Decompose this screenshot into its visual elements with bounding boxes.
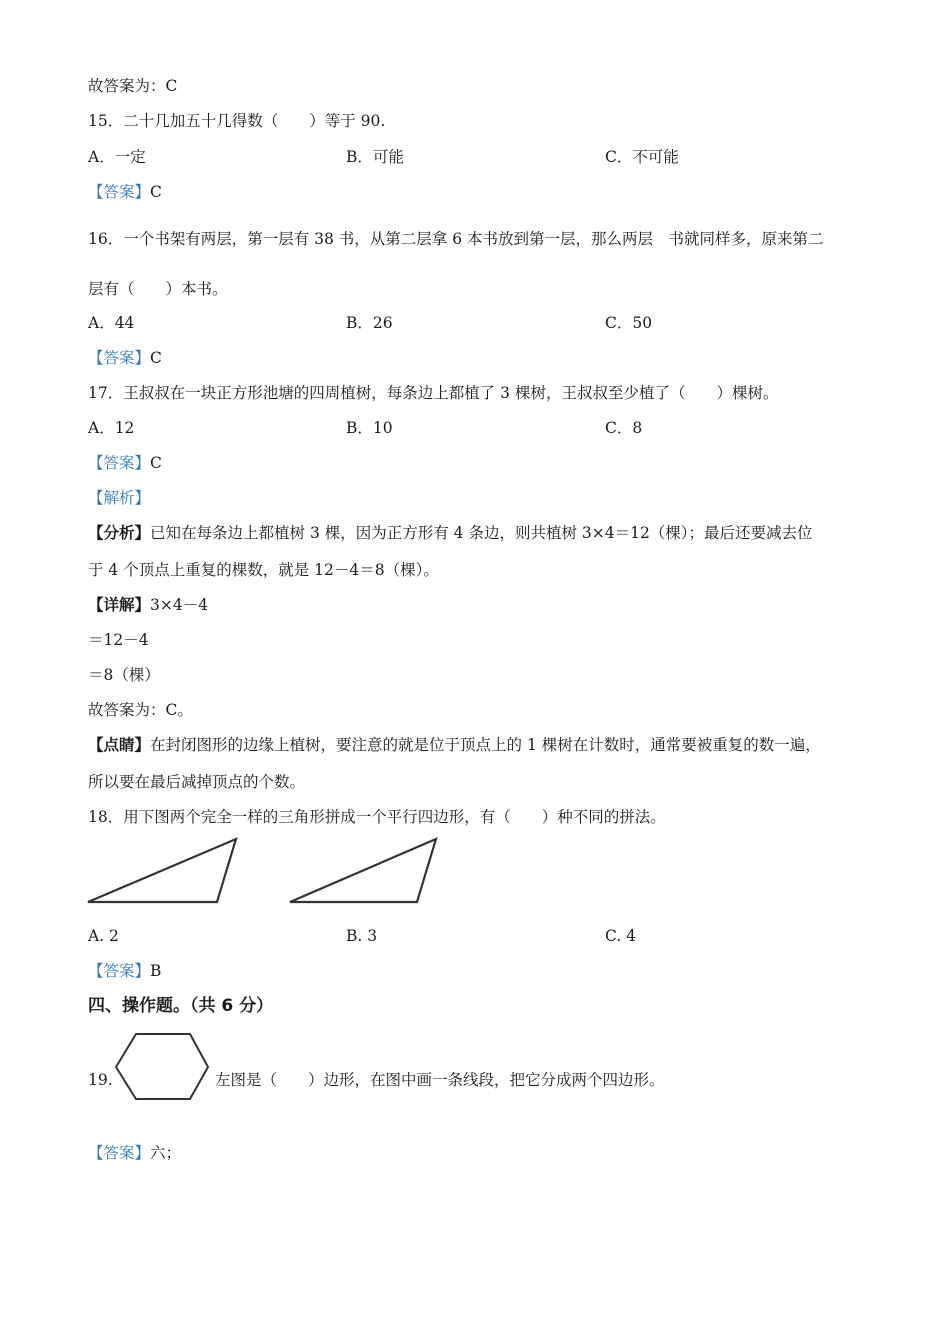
- q16-stem-line2: 层有（ ）本书。: [88, 280, 228, 298]
- fenxi-text: 已知在每条边上都植树 3 棵，因为正方形有 4 条边，则共植树 3×4＝12（棵）；最后还要减去位: [150, 524, 813, 542]
- q19-answer: [88, 1143, 181, 1163]
- q19-stem: 左图是（ ）边形，在图中画一条线段，把它分成两个四边形。: [215, 1071, 665, 1089]
- q17-fenxi: [88, 523, 813, 543]
- q18-option-b: B. 3: [346, 927, 378, 945]
- q18-answer: [88, 961, 161, 981]
- xiangjie-text: 3×4－4: [150, 596, 209, 614]
- dianjing-text: 在封闭图形的边缘上植树，要注意的就是位于顶点上的 1 棵树在计数时，通常要被重复的数一遍，: [150, 736, 821, 754]
- q17-dianjing-line2: 所以要在最后减掉顶点的个数。: [88, 773, 306, 791]
- q17-option-b: B．10: [346, 419, 393, 437]
- q17-option-c: C．8: [605, 419, 643, 437]
- q15-option-a: A．一定: [88, 148, 146, 166]
- q18-option-a: A. 2: [88, 927, 119, 945]
- q17-conclusion: 故答案为：C。: [88, 701, 193, 719]
- q17-xiangjie: [88, 595, 208, 615]
- q17-fenxi-line2: 于 4 个顶点上重复的棵数，就是 12－4＝8（棵）。: [88, 561, 439, 579]
- answer-value: 六；: [150, 1144, 182, 1162]
- q17-xiangjie-line3: ＝8（棵）: [88, 666, 160, 684]
- q15-option-c: C．不可能: [605, 148, 679, 166]
- answer-value: C: [150, 454, 162, 472]
- q15-option-b: B．可能: [346, 148, 404, 166]
- q15-stem: 15．二十几加五十几得数（ ）等于 90.: [88, 112, 386, 130]
- q18-option-c: C. 4: [605, 927, 637, 945]
- answer-tag: 【答案】: [88, 454, 151, 472]
- xiangjie-tag: 【详解】: [88, 595, 151, 614]
- answer-tag: 【答案】: [88, 349, 151, 367]
- q15-answer: [88, 182, 162, 202]
- q16-answer: [88, 348, 162, 368]
- q17-answer: [88, 453, 162, 473]
- q18-triangle-2: [288, 836, 448, 906]
- q19-hexagon: [114, 1032, 210, 1102]
- dianjing-tag: 【点睛】: [88, 735, 151, 754]
- q17-option-a: A．12: [88, 419, 135, 437]
- q16-option-b: B．26: [346, 314, 393, 332]
- answer-tag: 【答案】: [88, 1144, 151, 1162]
- q16-option-c: C．50: [605, 314, 653, 332]
- fenxi-tag: 【分析】: [88, 523, 151, 542]
- q17-stem: 17．王叔叔在一块正方形池塘的四周植树，每条边上都植了 3 棵树，王叔叔至少植了（ ）棵树。: [88, 384, 779, 402]
- q17-analysis-tag: 【解析】: [88, 489, 151, 507]
- answer-tag: 【答案】: [88, 962, 151, 980]
- q16-option-a: A．44: [88, 314, 135, 332]
- section-heading: 四、操作题。（共 6 分）: [88, 996, 274, 1016]
- answer-tag: 【答案】: [88, 183, 151, 201]
- previous-conclusion: 故答案为：C: [88, 77, 178, 95]
- q18-stem: 18．用下图两个完全一样的三角形拼成一个平行四边形，有（ ）种不同的拼法。: [88, 808, 666, 826]
- q16-stem-line1: 16．一个书架有两层，第一层有 38 书，从第二层拿 6 本书放到第一层，那么两层 书就同样多，原来第二: [88, 230, 824, 248]
- q19-number: 19.: [88, 1071, 113, 1089]
- answer-value: C: [150, 183, 162, 201]
- q18-triangle-1: [86, 836, 246, 906]
- answer-value: B: [150, 962, 162, 980]
- q17-dianjing: [88, 735, 821, 755]
- q17-xiangjie-line2: ＝12－4: [88, 631, 149, 649]
- answer-value: C: [150, 349, 162, 367]
